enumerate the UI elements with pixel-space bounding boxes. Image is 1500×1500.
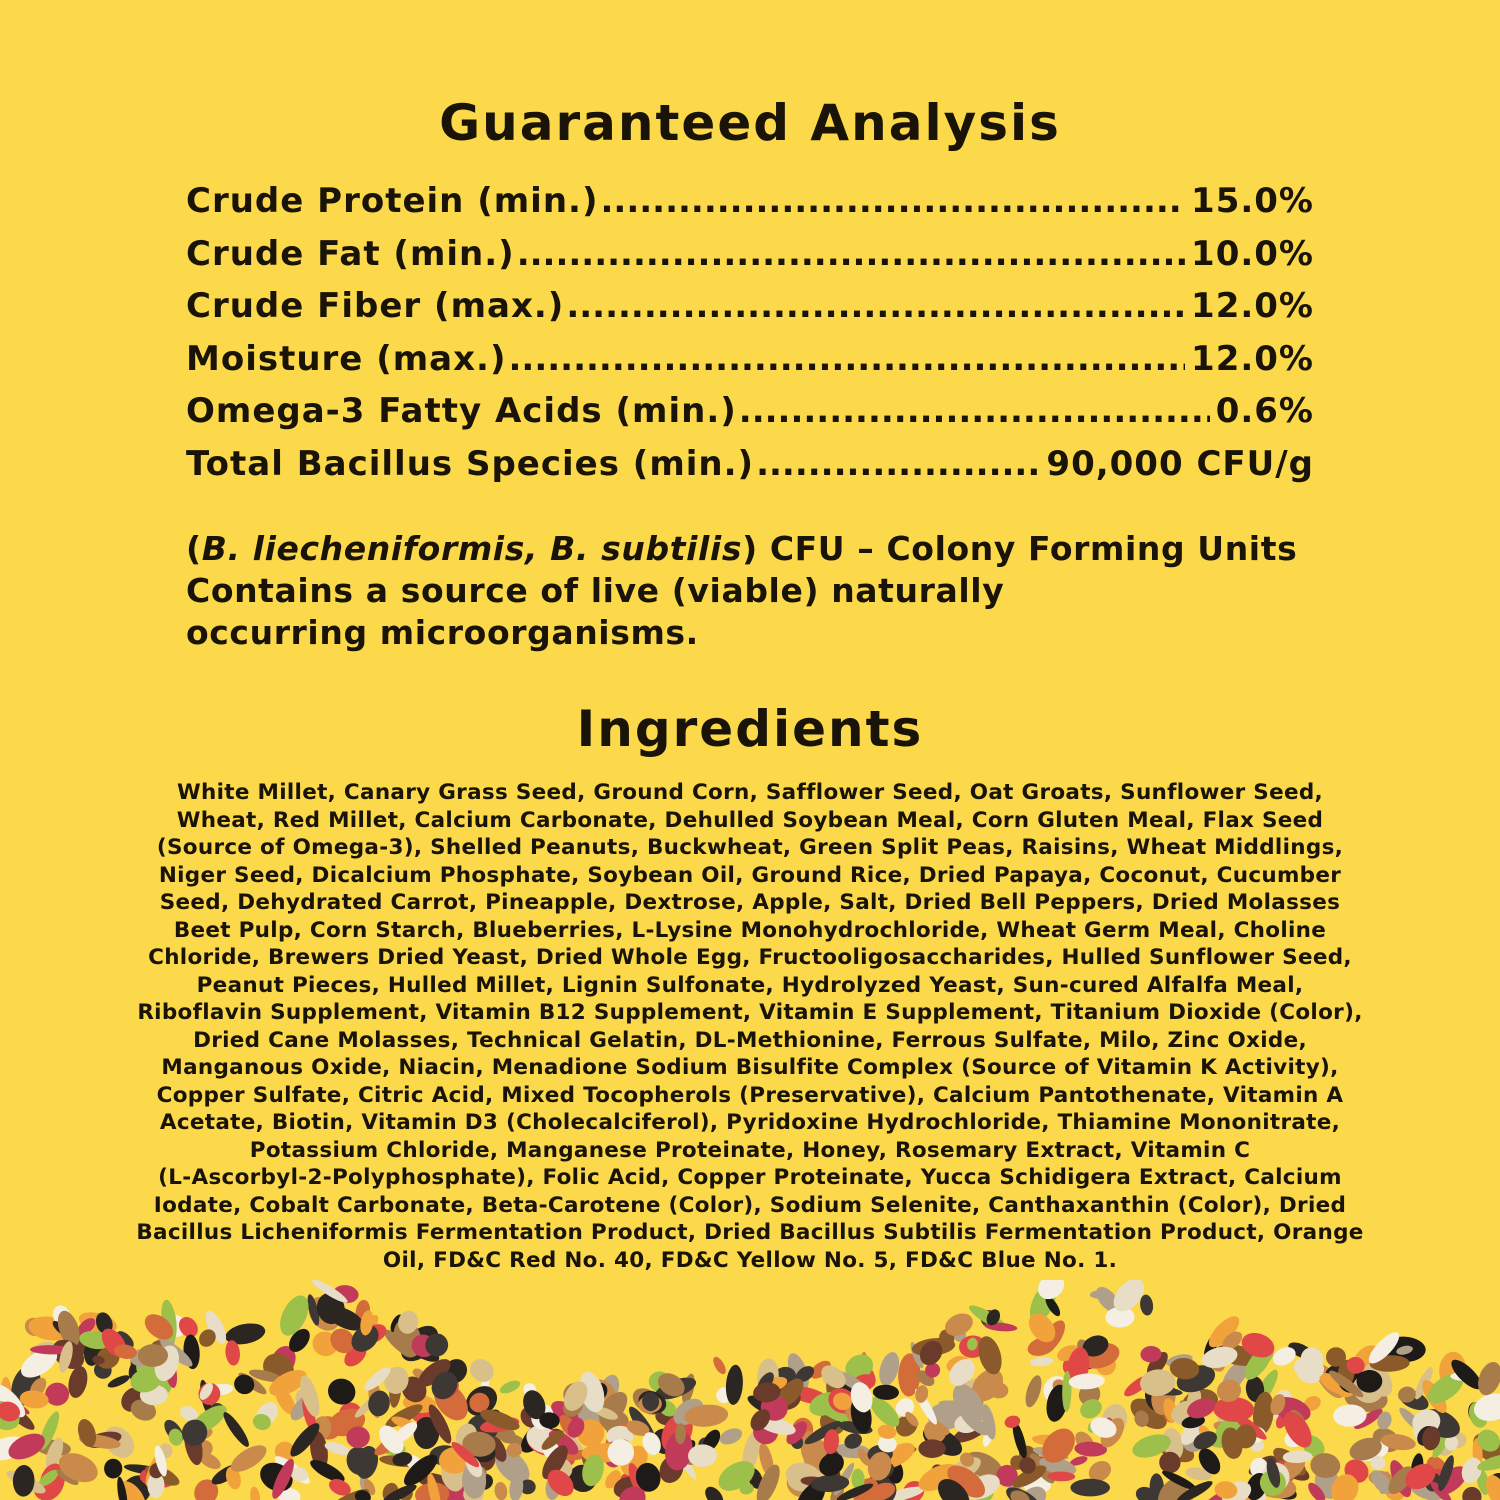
- ingredients-line: Copper Sulfate, Citric Acid, Mixed Tocopherols (Preservative), Calcium Pantothenate, Vitamin A: [156, 1082, 1344, 1108]
- seed-shape: [493, 1481, 508, 1500]
- analysis-row-bacillus: [186, 444, 1314, 497]
- probiotic-note: [186, 528, 1326, 654]
- ingredients-line: (Source of Omega-3), Shelled Peanuts, Buckwheat, Green Split Peas, Raisins, Wheat Middlings,: [156, 835, 1344, 860]
- note-line-3: occurring microorganisms.: [186, 613, 699, 652]
- analysis-row-crude-protein: [186, 181, 1314, 234]
- seed-shape: [1022, 1373, 1044, 1409]
- ingredients-line: Riboflavin Supplement, Vitamin B12 Supplement, Vitamin E Supplement, Titanium Dioxide (Color),: [137, 1000, 1363, 1025]
- dot-leader: [517, 234, 1185, 274]
- analysis-value: 0.6%: [1215, 391, 1314, 431]
- analysis-table: [186, 181, 1314, 496]
- ingredients-line: Acetate, Biotin, Vitamin D3 (Cholecalciferol), Pyridoxine Hydrochloride, Thiamine Mononitrate,: [159, 1110, 1341, 1135]
- dot-leader: [566, 286, 1185, 326]
- ingredients-line: Bacillus Licheniformis Fermentation Product, Dried Bacillus Subtilis Fermentation Product, Orange: [136, 1220, 1364, 1245]
- ingredients-line: Seed, Dehydrated Carrot, Pineapple, Dextrose, Apple, Salt, Dried Bell Peppers, Dried Molasses: [159, 890, 1341, 915]
- analysis-label: Crude Protein (min.): [186, 181, 599, 221]
- dot-leader: [739, 391, 1210, 431]
- guaranteed-analysis-title: Guaranteed Analysis: [439, 94, 1061, 152]
- seed-shape: [65, 1364, 90, 1400]
- note-line-2: Contains a source of live (viable) naturally: [186, 571, 1005, 610]
- analysis-label: Moisture (max.): [186, 338, 507, 379]
- ingredients-line: Manganous Oxide, Niacin, Menadione Sodium Bisulfite Complex (Source of Vitamin K Activity),: [161, 1055, 1339, 1080]
- analysis-value: 12.0%: [1191, 286, 1314, 326]
- dot-leader: [601, 181, 1186, 221]
- ingredients-line: Chloride, Brewers Dried Yeast, Dried Whole Egg, Fructooligosaccharides, Hulled Sunflower Seed,: [148, 945, 1352, 970]
- analysis-row-omega-3: [186, 391, 1314, 444]
- analysis-value: 90,000 CFU/g: [1046, 443, 1314, 484]
- ingredients-list: [130, 779, 1370, 1274]
- seed-shape: [220, 1409, 252, 1449]
- ingredients-title: Ingredients: [576, 700, 924, 758]
- dot-leader: [509, 339, 1186, 379]
- seed-shape: [717, 1425, 744, 1447]
- analysis-label: Crude Fiber (max.): [186, 286, 565, 326]
- ingredients-line: Dried Cane Molasses, Technical Gelatin, DL-Methionine, Ferrous Sulfate, Milo, Zinc Oxide,: [193, 1027, 1307, 1053]
- seed-shape: [249, 1486, 261, 1500]
- ingredients-line: White Millet, Canary Grass Seed, Ground Corn, Safflower Seed, Oat Groats, Sunflower Seed,: [176, 780, 1323, 805]
- analysis-label: Crude Fat (min.): [186, 233, 515, 274]
- seed-shape: [498, 1378, 522, 1396]
- note-species: B. liecheniformis, B. subtilis: [201, 529, 743, 568]
- ingredients-line: Beet Pulp, Corn Starch, Blueberries, L-Lysine Monohydrochloride, Wheat Germ Meal, Choline: [173, 917, 1327, 943]
- analysis-row-moisture: [186, 339, 1314, 392]
- ingredients-line: (L-Ascorbyl-2-Polyphosphate), Folic Acid, Copper Proteinate, Yucca Schidigera Extract, Calcium: [158, 1165, 1342, 1190]
- ingredients-line: Iodate, Cobalt Carbonate, Beta-Carotene (Color), Sodium Selenite, Canthaxanthin (Color), Dried: [153, 1192, 1347, 1218]
- ingredients-line: Oil, FD&C Red No. 40, FD&C Yellow No. 5, FD&C Blue No. 1.: [382, 1247, 1118, 1273]
- analysis-value: 10.0%: [1191, 233, 1314, 274]
- analysis-label: Omega-3 Fatty Acids (min.): [186, 391, 737, 431]
- dot-leader: [756, 444, 1040, 484]
- analysis-label: Total Bacillus Species (min.): [186, 443, 755, 484]
- seed-shape: [12, 1465, 35, 1497]
- note-line-cfu: [186, 528, 1326, 570]
- ingredients-line: Niger Seed, Dicalcium Phosphate, Soybean Oil, Ground Rice, Dried Papaya, Coconut, Cucumber: [158, 862, 1342, 888]
- analysis-row-crude-fiber: [186, 286, 1314, 339]
- seed-shape: [104, 1459, 123, 1479]
- seed-shape: [1029, 1356, 1053, 1367]
- seed-mix-illustration: [0, 1280, 1500, 1500]
- note-open-paren: (: [186, 529, 202, 568]
- seed-shape: [918, 1439, 945, 1458]
- note-cfu-text: ) CFU – Colony Forming Units: [742, 529, 1298, 568]
- seed-shape: [1070, 1479, 1110, 1497]
- ingredients-line: Wheat, Red Millet, Calcium Carbonate, Dehulled Soybean Meal, Corn Gluten Meal, Flax Seed: [176, 807, 1324, 833]
- analysis-row-crude-fat: [186, 234, 1314, 287]
- analysis-value: 15.0%: [1191, 181, 1314, 221]
- seed-shape: [466, 1354, 499, 1386]
- seed-shape: [1062, 1371, 1072, 1412]
- ingredients-line: Peanut Pieces, Hulled Millet, Lignin Sulfonate, Hydrolyzed Yeast, Sun-cured Alfalfa Meal,: [196, 972, 1304, 998]
- analysis-value: 12.0%: [1191, 338, 1314, 379]
- seed-shape: [711, 1355, 728, 1376]
- ingredients-line: Potassium Chloride, Manganese Proteinate, Honey, Rosemary Extract, Vitamin C: [249, 1137, 1251, 1163]
